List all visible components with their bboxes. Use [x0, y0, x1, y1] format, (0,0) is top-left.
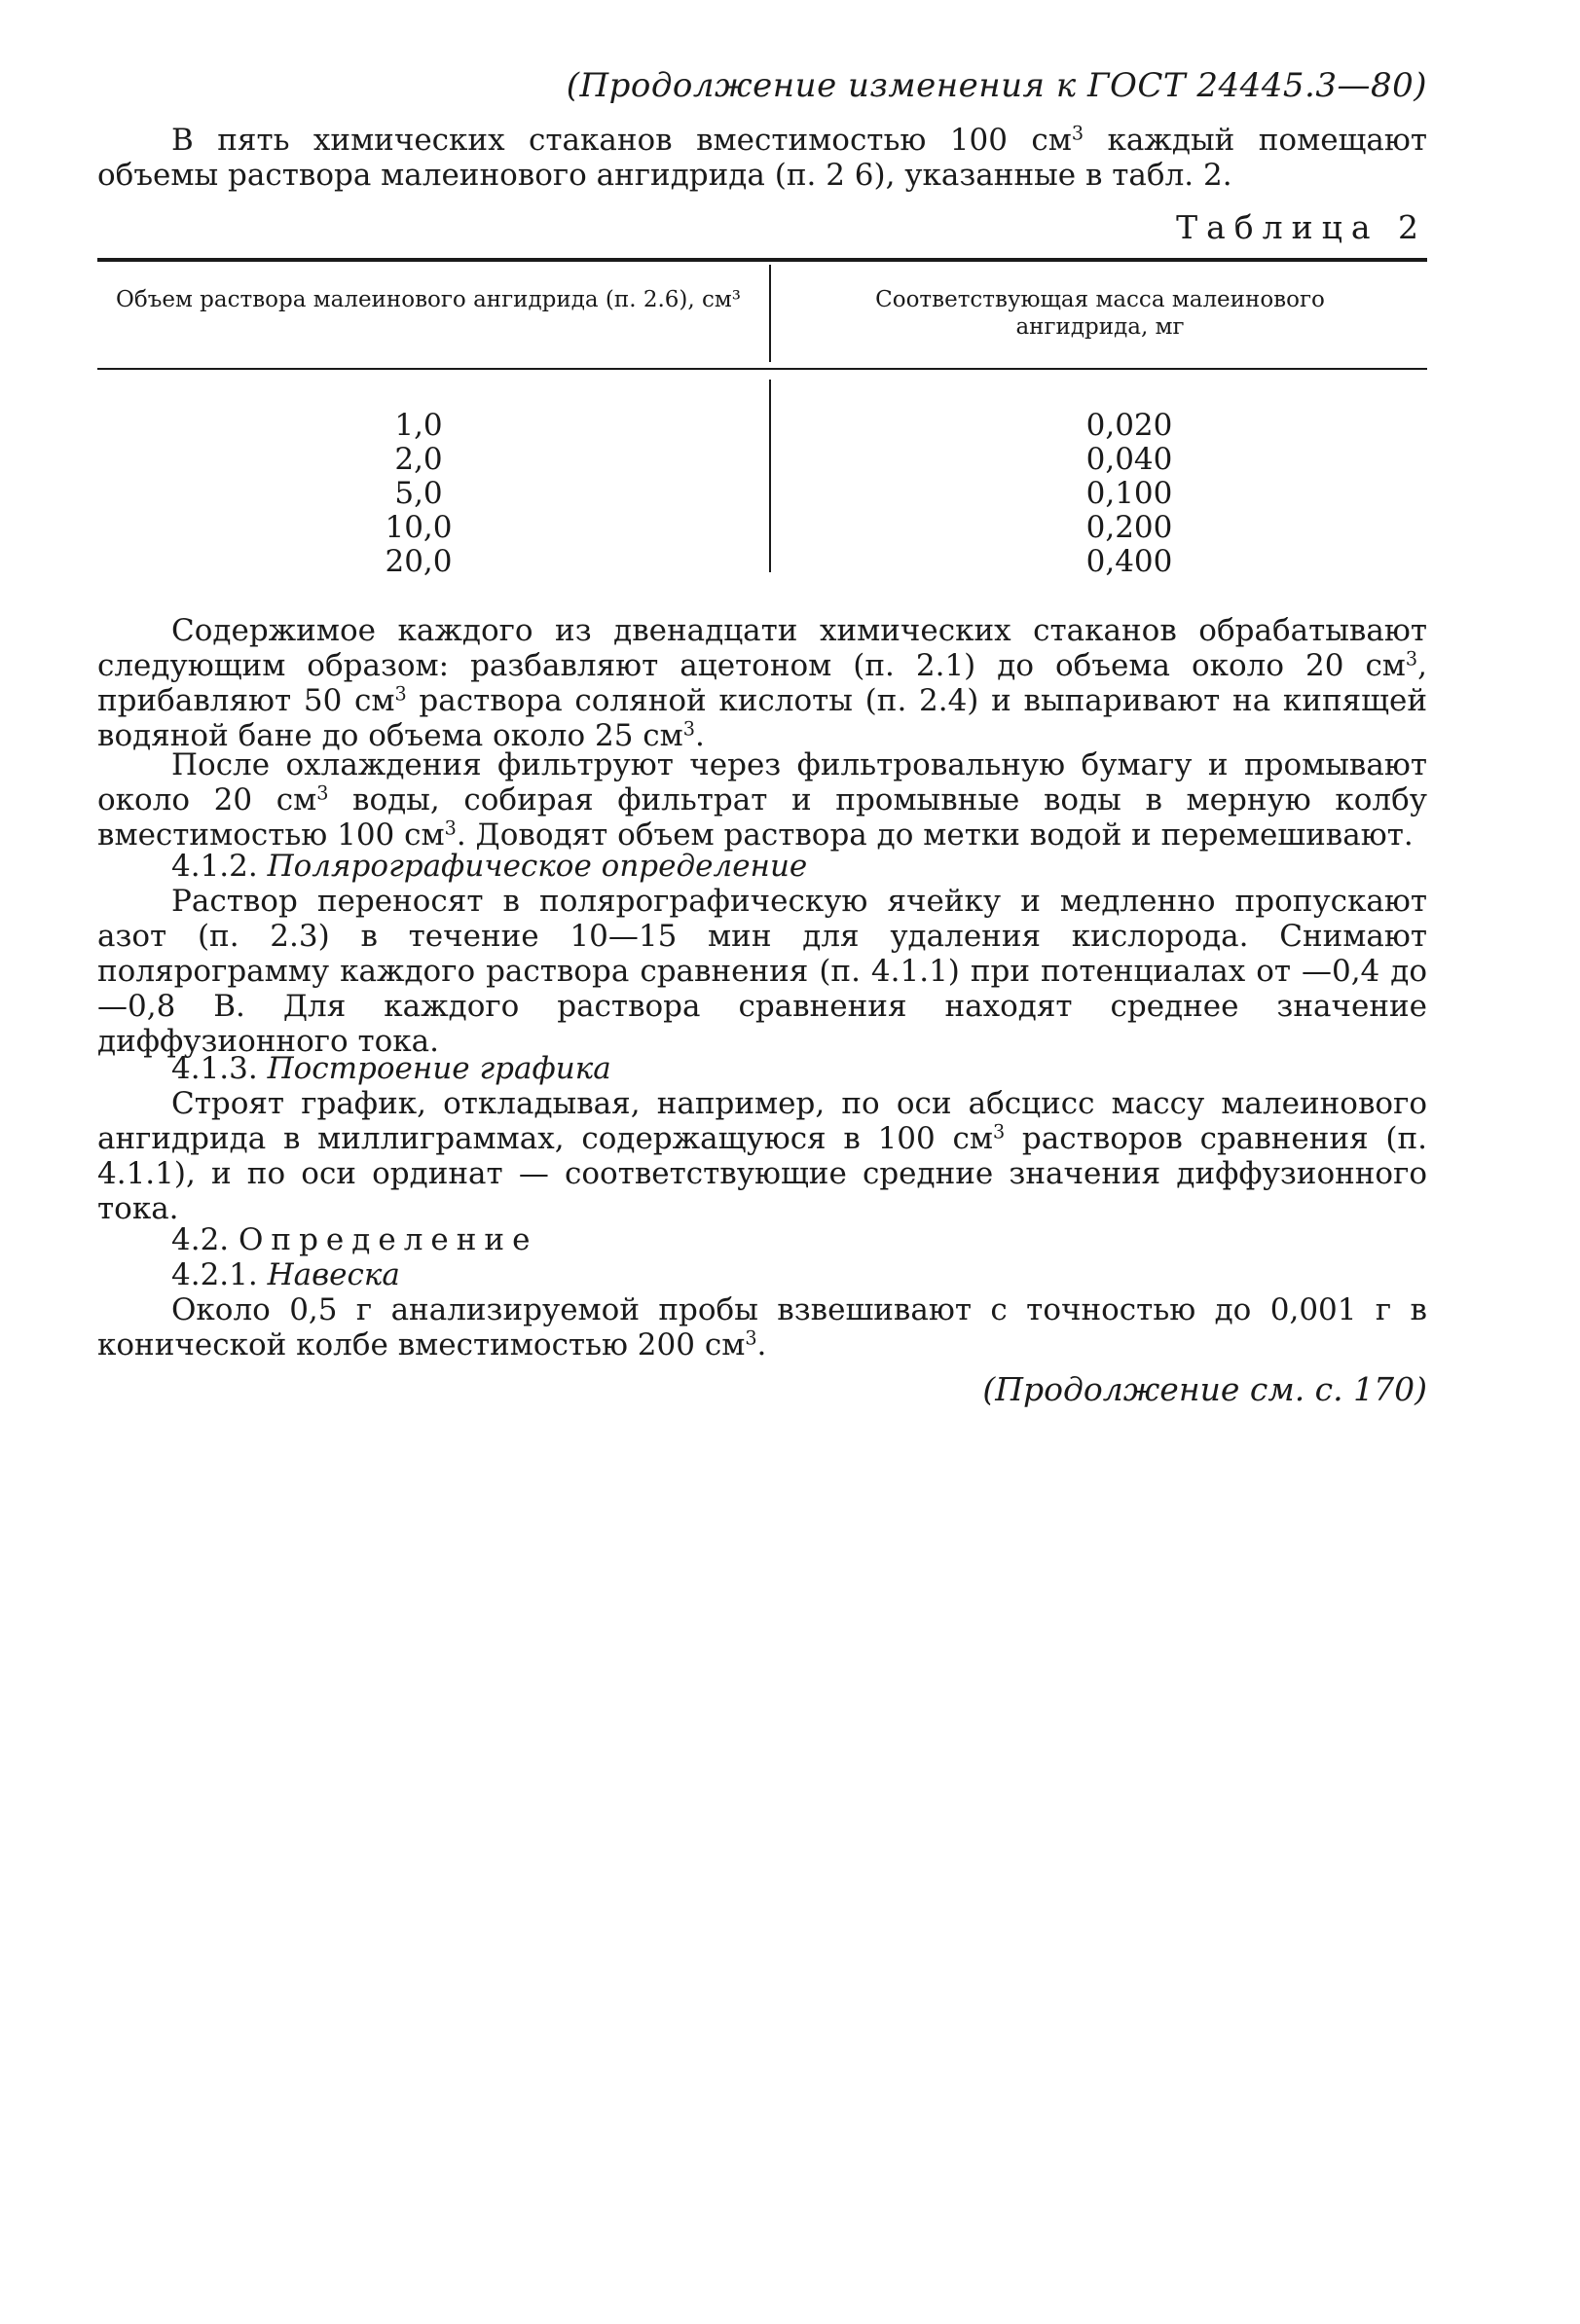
paragraph-weighing: Около 0,5 г анализируемой пробы взвешивают с точностью до 0,001 г в конической колбе вместимостью 200 $см^3$.	[97, 1292, 1427, 1362]
table-cell-volume: 2,0	[394, 442, 443, 477]
table-cell-mass: 0,400	[1085, 544, 1173, 579]
section-4-2-1-heading: 4.2.1. Навеска	[171, 1257, 400, 1292]
table-cell-mass: 0,040	[1085, 442, 1173, 477]
table-cell-volume: 5,0	[394, 476, 443, 511]
paragraph-filtration: После охлаждения фильтруют через фильтровальную бумагу и промывают около 20 $см^3$ воды, собирая фильтрат и промывные воды в мерную колбу вместимостью 100 $см^3$. Доводят объем раствора до метки водой и перемешивают.	[97, 747, 1427, 853]
paragraph-graph-construction: Строят график, откладывая, например, по оси абсцисс массу малеинового ангидрида в миллиграммах, содержащуюся в 100 $см^3$ растворов сравнения (п. 4.1.1), и по оси ординат — соответствующие средние значения диффузионного тока.	[97, 1086, 1427, 1226]
table-label: Таблица 2	[1176, 208, 1427, 246]
continuation-footer: (Продолжение см. с. 170)	[982, 1370, 1427, 1408]
table-cell-mass: 0,200	[1085, 510, 1173, 545]
table-header-rule	[97, 368, 1427, 370]
table-cell-mass: 0,100	[1085, 476, 1173, 511]
column-header-mass: Соответствующая масса малеинового ангидрида, мг	[875, 287, 1325, 340]
continuation-header: (Продолжение изменения к ГОСТ 24445.3—80)	[566, 66, 1427, 105]
table-cell-volume: 1,0	[394, 408, 443, 443]
paragraph-polarography: Раствор переносят в полярографическую ячейку и медленно пропускают азот (п. 2.3) в течение 10—15 мин для удаления кислорода. Снимают полярограмму каждого раствора сравнения (п. 4.1.1) при потенциалах от —0,4 до —0,8 В. Для каждого раствора сравнения находят среднее значение диффузионного тока.	[97, 884, 1427, 1059]
table-cell-mass: 0,020	[1085, 408, 1173, 443]
column-header-volume: Объем раствора малеинового ангидрида (п. 2.6), см³	[116, 287, 741, 312]
section-4-1-2-heading: 4.1.2. Полярографическое определение	[171, 849, 808, 884]
table-top-rule	[97, 258, 1427, 262]
paragraph-sample-treatment: Содержимое каждого из двенадцати химических стаканов обрабатывают следующим образом: разбавляют ацетоном (п. 2.1) до объема около 20 $см^3$, прибавляют 50 $см^3$ раствора соляной кислоты (п. 2.4) и выпаривают на кипящей водяной бане до объема около 25 $см^3$.	[97, 613, 1427, 753]
table-header-divider	[769, 265, 771, 362]
table-body-divider	[769, 380, 771, 572]
intro-paragraph: В пять химических стаканов вместимостью 100 $см^3$ каждый помещают объемы раствора малеинового ангидрида (п. 2 6), указанные в табл. 2.	[97, 122, 1427, 193]
column-mass-values	[1003, 409, 1256, 579]
section-4-2-heading: 4.2. Определение	[171, 1222, 538, 1257]
table-cell-volume: 10,0	[385, 510, 453, 545]
table-cell-volume: 20,0	[385, 544, 453, 579]
section-4-1-3-heading: 4.1.3. Построение графика	[171, 1051, 611, 1086]
column-volume-values	[292, 409, 545, 579]
